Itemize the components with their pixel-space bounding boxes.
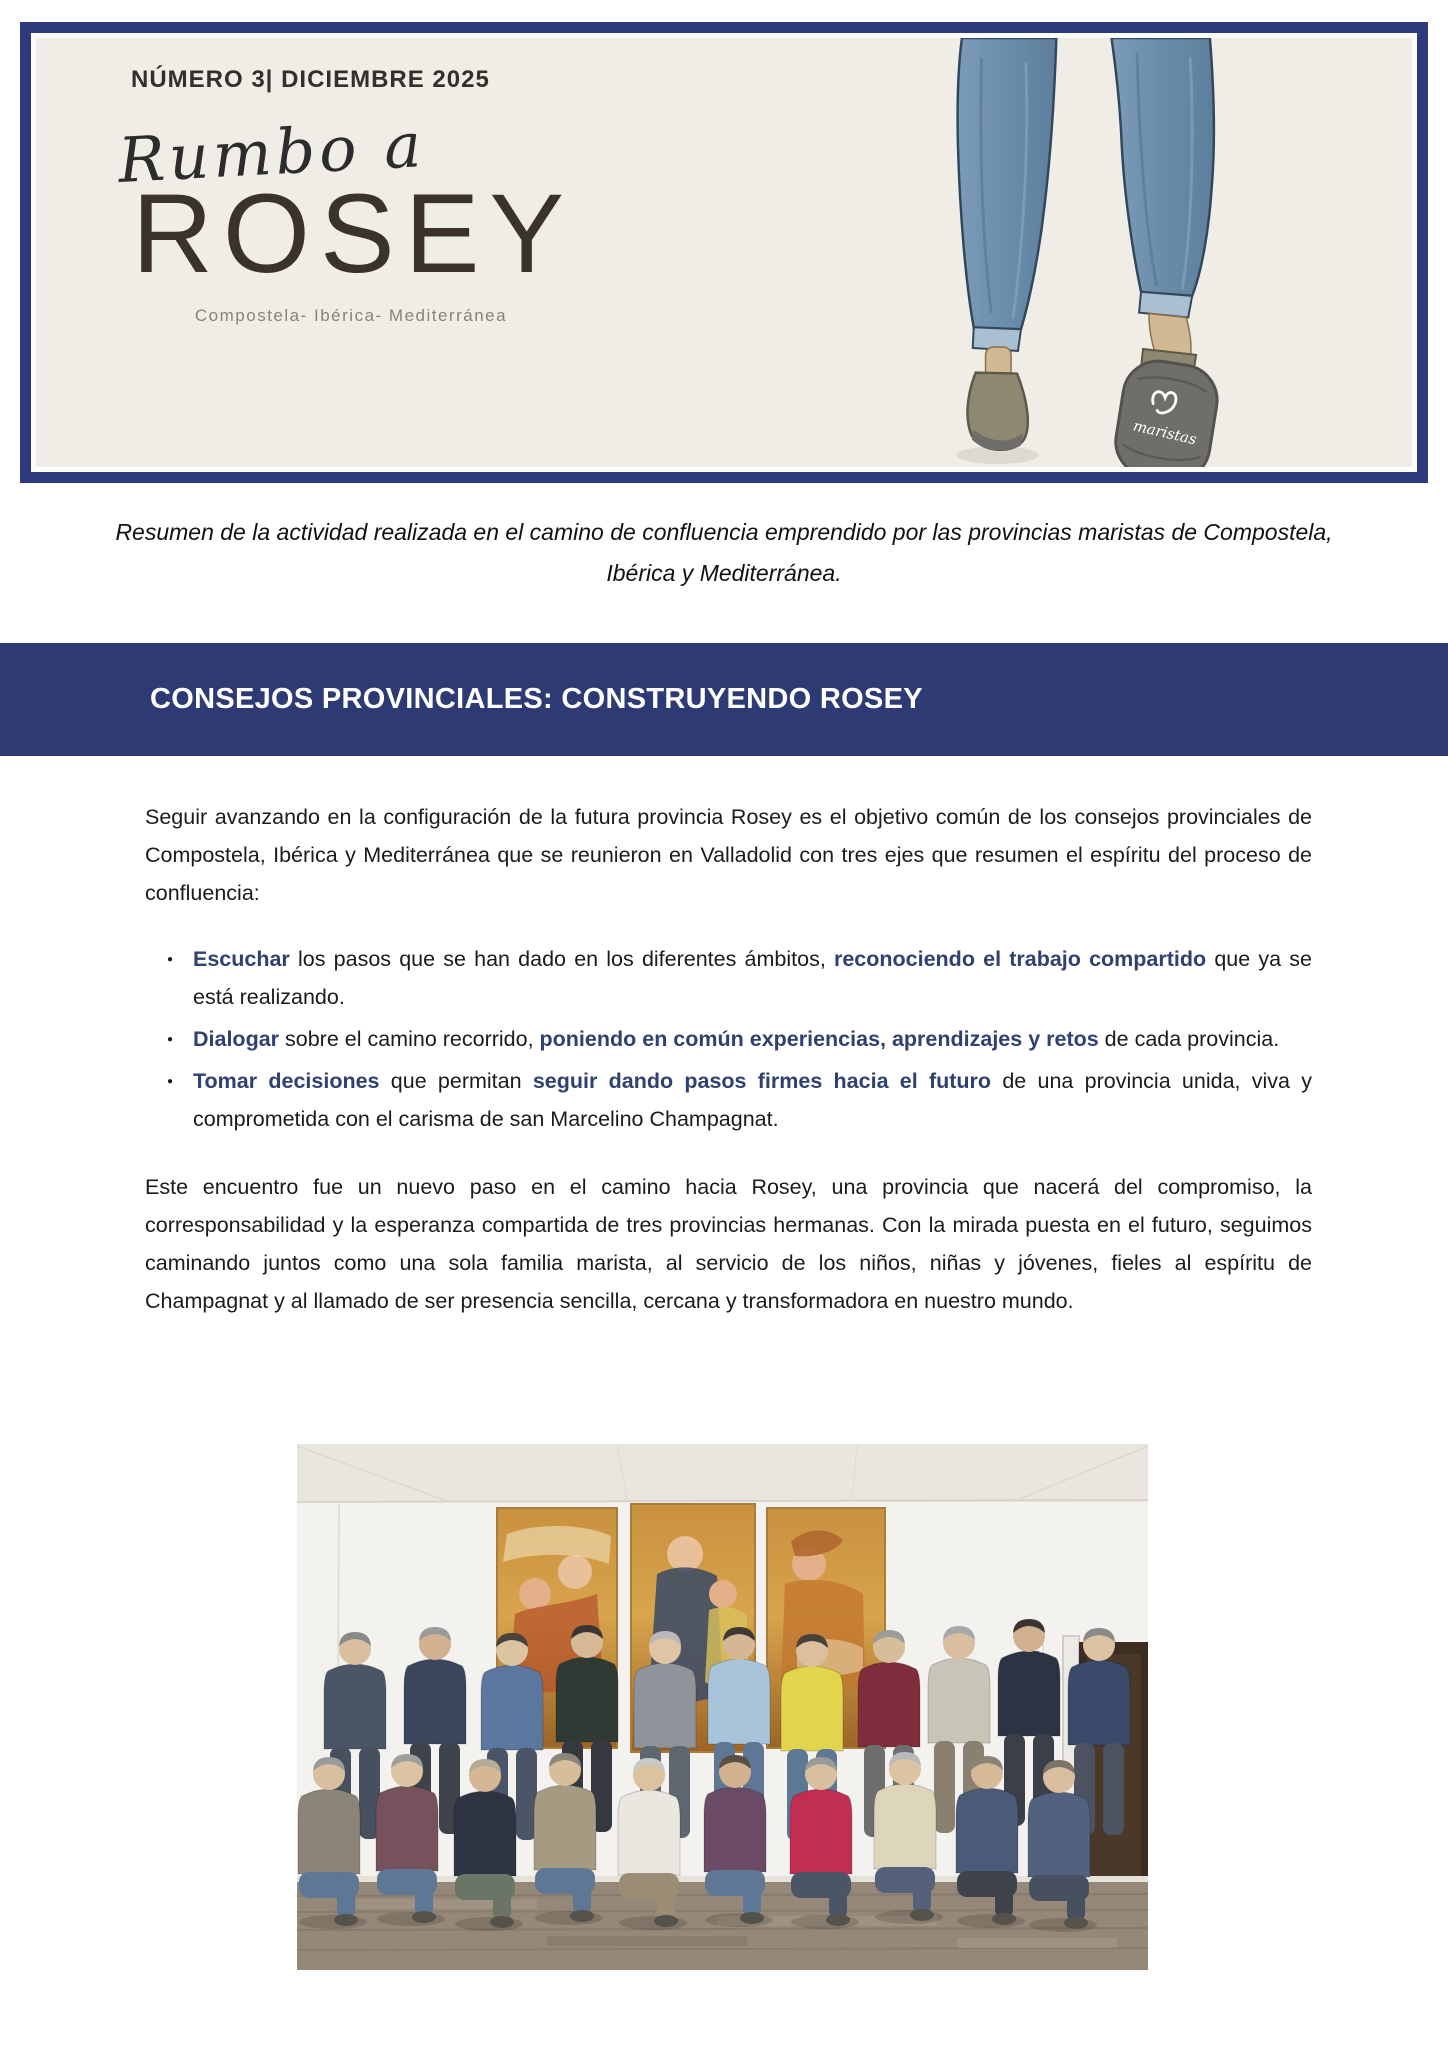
group-photo (297, 1444, 1148, 1970)
maristas-logo-text: maristas (1131, 417, 1199, 449)
key-point-item (193, 940, 1312, 1016)
accent-text: Escuchar (193, 947, 290, 971)
issue-date: NÚMERO 3| DICIEMBRE 2025 (131, 66, 490, 93)
summary-text: Resumen de la actividad realizada en el camino de confluencia emprendido por las provincias maristas de Compostela, Ibérica y Mediterránea. (115, 519, 1333, 586)
key-point-item (193, 1020, 1312, 1058)
ceiling (297, 1444, 1148, 1502)
banner-inner (36, 38, 1412, 467)
key-points-list (145, 940, 1312, 1138)
accent-text: seguir dando pasos firmes hacia el futuro (532, 1069, 992, 1093)
accent-text: poniendo en común experiencias, aprendizajes y retos (539, 1027, 1099, 1051)
body-text: que permitan (379, 1069, 533, 1093)
section-band (0, 643, 1448, 756)
group-photo-illustration (297, 1444, 1148, 1970)
body-text: de cada provincia. (1098, 1027, 1280, 1051)
body-text: de una provincia unida, viva y comprometida con el carisma de san Marcelino Champagnat. (193, 1069, 1313, 1131)
key-point-item (193, 1062, 1312, 1138)
accent-text: Dialogar (193, 1027, 280, 1051)
body-text: que ya se está realizando. (193, 947, 1312, 1009)
shoe-sole (1111, 356, 1222, 467)
banner-subtitle: Compostela- Ibérica- Mediterránea (194, 306, 508, 325)
accent-text: Tomar decisiones (193, 1069, 380, 1093)
accent-text: reconociendo el trabajo compartido (833, 947, 1207, 971)
script-title: Rumbo a (116, 108, 427, 197)
right-leg (1111, 38, 1222, 467)
walking-legs-illustration (860, 38, 1300, 467)
section-heading: CONSEJOS PROVINCIALES: CONSTRUYENDO ROSEY (150, 683, 923, 715)
newsletter-banner (20, 22, 1428, 483)
article-body (145, 798, 1312, 1320)
main-title: ROSEY (132, 171, 575, 296)
body-text: sobre el camino recorrido, (279, 1027, 540, 1051)
intro-paragraph: Seguir avanzando en la configuración de la futura provincia Rosey es el objetivo común de los consejos provinciales de Compostela, Ibérica y Mediterránea que se reunieron en Valladolid con tres ejes que resumen el espíritu del proceso de confluencia: (145, 805, 1312, 905)
left-leg (956, 38, 1056, 464)
closing-paragraph: Este encuentro fue un nuevo paso en el camino hacia Rosey, una provincia que nacerá del compromiso, la corresponsabilidad y la esperanza compartida de tres provincias hermanas. Con la mirada puesta en el futuro, seguimos caminando juntos como una sola familia marista, al servicio de los niños, niñas y jóvenes, fieles al espíritu de Champagnat y al llamado de ser presencia sencilla, cercana y transformadora en nuestro mundo. (145, 1175, 1312, 1313)
people (298, 1619, 1130, 1932)
body-text: los pasos que se han dado en los diferentes ámbitos, (289, 947, 834, 971)
